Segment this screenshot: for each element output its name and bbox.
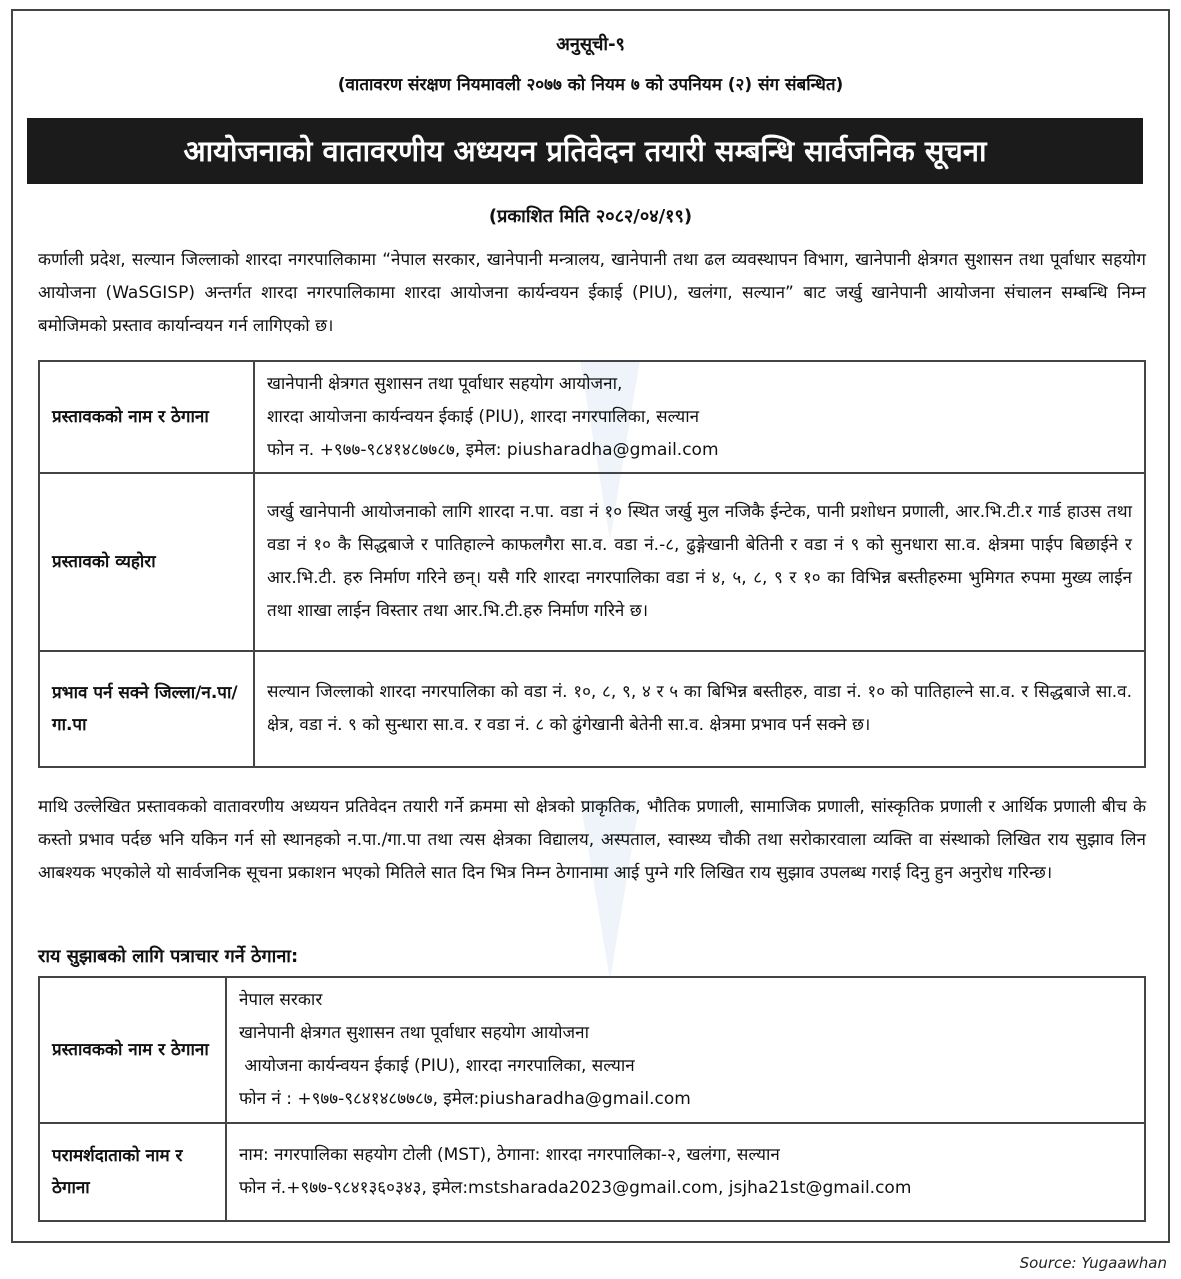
proposer-line: फोन न. +९७७-९८४१४८७७८७, इमेल: piusharadha@gmail.com [267, 439, 719, 460]
table-row [39, 651, 1145, 767]
intro-paragraph: कर्णाली प्रदेश, सल्यान जिल्लाको शारदा नगरपालिकामा “नेपाल सरकार, खानेपानी मन्त्रालय, खानेपानी तथा ढल व्यवस्थापन विभाग, खानेपानी क्षेत्रगत सुशासन तथा पूर्वाधार सहयोग आयोजना (WaSGISP) अन्तर्गत शारदा नगरपालिकामा शारदा आयोजना कार्यन्वयन ईकाई (PIU), खलंगा, सल्यान” बाट जर्खु खानेपानी आयोजना संचालन सम्बन्धि निम्न बमोजिमको प्रस्ताव कार्यान्वयन गर्न लागिएको छ। [38, 250, 1146, 336]
consultant-value [226, 1123, 1145, 1221]
address-line: खानेपानी क्षेत्रगत सुशासन तथा पूर्वाधार सहयोग आयोजना [239, 1023, 589, 1043]
address-line: फोन नं : +९७७-९८४१४८७७८७, इमेल:piusharadha@gmail.com [239, 1089, 691, 1109]
correspondence-proposer-value [226, 977, 1145, 1123]
consultant-label: परामर्शदाताको नाम र ठेगाना [39, 1123, 226, 1221]
consultant-line: नाम: नगरपालिका सहयोग टोली (MST), ठेगाना: शारदा नगरपालिका-२, खलंगा, सल्यान [239, 1145, 780, 1165]
table-row [39, 1123, 1145, 1221]
correspondence-table [38, 976, 1146, 1222]
proposal-table [38, 360, 1146, 768]
proposer-line: खानेपानी क्षेत्रगत सुशासन तथा पूर्वाधार सहयोग आयोजना, [267, 373, 623, 394]
notice-title: आयोजनाको वातावरणीय अध्ययन प्रतिवेदन तयारी सम्बन्धि सार्वजनिक सूचना [27, 118, 1143, 184]
address-line: नेपाल सरकार [239, 990, 323, 1010]
schedule-number: अनुसूची-९ [556, 34, 625, 55]
source-credit: Source: Yugaawhan [1019, 1254, 1167, 1272]
correspondence-proposer-label: प्रस्तावकको नाम र ठेगाना [39, 977, 226, 1123]
proposer-line: शारदा आयोजना कार्यन्वयन ईकाई (PIU), शारदा नगरपालिका, सल्यान [267, 406, 700, 427]
rule-reference: (वातावरण संरक्षण नियमावली २०७७ को नियम ७ को उपनियम (२) संग संबन्धित) [337, 75, 844, 95]
affected-area-value: सल्यान जिल्लाको शारदा नगरपालिका को वडा नं. १०, ८, ९, ४ र ५ का बिभिन्न बस्तीहरु, वाडा नं. १० को पातिहाल्ने सा.व. र सिद्धबाजे सा.व. क्षेत्र, वडा नं. ९ को सुन्धारा सा.व. र वडा नं. ८ को ढुंगेखानी बेतेनी सा.व. क्षेत्रमा प्रभाव पर्न सक्ने छ। [254, 651, 1145, 767]
published-date: (प्रकाशित मिति २०८२/०४/१९) [488, 206, 693, 227]
table-row [39, 473, 1145, 651]
consultant-line: फोन नं.+९७७-९८४१३६०३४३, इमेल:mstsharada2023@gmail.com, jsjha21st@gmail.com [239, 1178, 912, 1198]
affected-area-label: प्रभाव पर्न सक्ने जिल्ला/न.पा/गा.पा [39, 651, 254, 767]
proposer-value [254, 361, 1145, 473]
table-row [39, 361, 1145, 473]
proposal-detail-value: जर्खु खानेपानी आयोजनाको लागि शारदा न.पा. वडा नं १० स्थित जर्खु मुल नजिकै ईन्टेक, पानी प्रशोधन प्रणाली, आर.भि.टी.र गार्ड हाउस तथा वडा नं १० कै सिद्धबाजे र पातिहाल्ने काफलगैरा सा.व. वडा नं.-८, ढुङ्गेखानी बेतिनी र वडा नं ९ को सुनधारा सा.व. क्षेत्रमा पाईप बिछाईने र आर.भि.टी. हरु निर्माण गरिने छन्। यसै गरि शारदा नगरपालिका वडा नं ४, ५, ८, ९ र १० का विभिन्न बस्तीहरुमा भुमिगत रुपमा मुख्य लाईन तथा शाखा लाईन विस्तार तथा आर.भि.टी.हरु निर्माण गरिने छ। [254, 473, 1145, 651]
table-row [39, 977, 1145, 1123]
address-line: आयोजना कार्यन्वयन ईकाई (PIU), शारदा नगरपालिका, सल्यान [239, 1056, 635, 1076]
proposer-label: प्रस्तावकको नाम र ठेगाना [39, 361, 254, 473]
request-paragraph: माथि उल्लेखित प्रस्तावकको वातावरणीय अध्ययन प्रतिवेदन तयारी गर्ने क्रममा सो क्षेत्रको प्राकृतिक, भौतिक प्रणाली, सामाजिक प्रणाली, सांस्कृतिक प्रणाली र आर्थिक प्रणाली बीच के कस्तो प्रभाव पर्दछ भनि यकिन गर्न सो स्थानहको न.पा./गा.पा तथा त्यस क्षेत्रका विद्यालय, अस्पताल, स्वास्थ्य चौकी तथा सरोकारवाला व्यक्ति वा संस्थाको लिखित राय सुझाव लिन आबश्यक भएकोले यो सार्वजनिक सूचना प्रकाशन भएको मितिले सात दिन भित्र निम्न ठेगानामा आई पुग्ने गरि लिखित राय सुझाव उपलब्ध गराई दिनु हुन अनुरोध गरिन्छ। [38, 797, 1146, 883]
correspondence-heading: राय सुझाबको लागि पत्राचार गर्ने ठेगाना: [38, 946, 299, 967]
proposal-detail-label: प्रस्तावको व्यहोरा [39, 473, 254, 651]
